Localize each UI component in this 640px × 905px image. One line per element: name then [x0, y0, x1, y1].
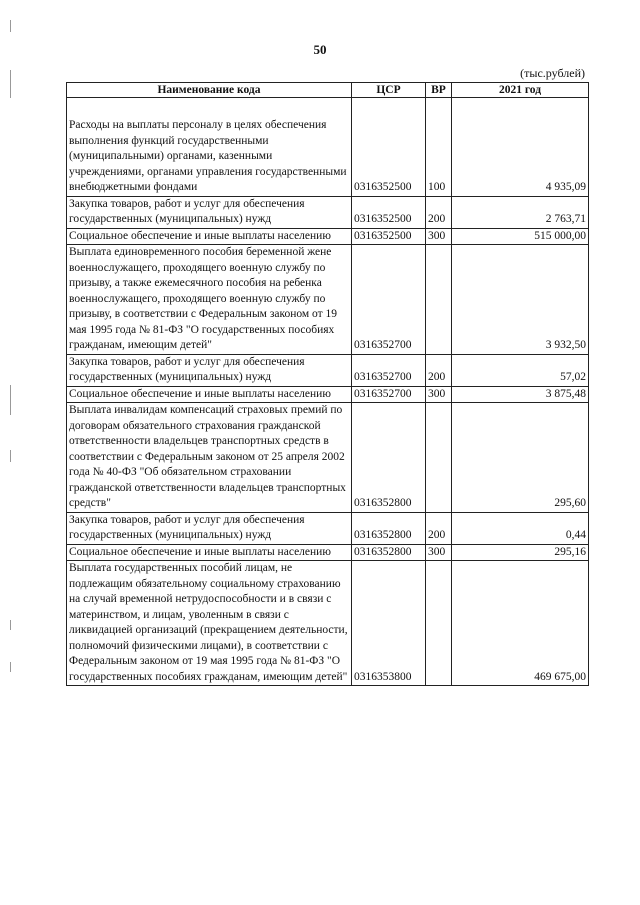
row-vr [426, 245, 452, 355]
row-amount: 515 000,00 [452, 228, 589, 245]
row-amount: 295,60 [452, 403, 589, 513]
row-name: Социальное обеспечение и иные выплаты населению [67, 228, 352, 245]
table-row [67, 196, 589, 228]
row-vr: 100 [426, 98, 452, 197]
row-csr: 0316352500 [352, 196, 426, 228]
row-csr: 0316352700 [352, 386, 426, 403]
table-row [67, 354, 589, 386]
header-vr: ВР [426, 83, 452, 98]
budget-table [66, 82, 589, 686]
row-name: Выплата единовременного пособия беременной жене военнослужащего, проходящего военную службу по призыву, а также ежемесячного пособия на ребенка военнослужащего, проходящего военную службу по призыву, в соответствии с Федеральным законом от 19 мая 1995 года № 81-ФЗ "О государственных пособиях гражданам, имеющим детей" [67, 245, 352, 355]
table-row [67, 245, 589, 355]
header-name: Наименование кода [67, 83, 352, 98]
row-name: Выплата государственных пособий лицам, не подлежащим обязательному социальному страхованию на случай временной нетрудоспособности и в связи с материнством, и лицам, уволенным в связи с ликвидацией организаций (прекращением деятельности, полномочий физическими лицами), в соответствии с Федеральным законом от 19 мая 1995 года № 81-ФЗ "О государственных пособиях гражданам, имеющим детей" [67, 561, 352, 686]
row-vr: 300 [426, 386, 452, 403]
row-vr: 200 [426, 196, 452, 228]
row-amount: 0,44 [452, 512, 589, 544]
row-name: Закупка товаров, работ и услуг для обеспечения государственных (муниципальных) нужд [67, 512, 352, 544]
row-name: Выплата инвалидам компенсаций страховых премий по договорам обязательного страхования гражданской ответственности владельцев транспортных средств в соответствии с Федеральным законом от 25 апреля 2002 года № 40-ФЗ "Об обязательном страховании гражданской ответственности владельцев транспортных средств" [67, 403, 352, 513]
units-label: (тыс.рублей) [520, 66, 585, 80]
row-csr: 0316352500 [352, 98, 426, 197]
row-csr: 0316352800 [352, 403, 426, 513]
row-csr: 0316352700 [352, 354, 426, 386]
row-name: Закупка товаров, работ и услуг для обеспечения государственных (муниципальных) нужд [67, 354, 352, 386]
row-amount: 4 935,09 [452, 98, 589, 197]
page-number: 50 [313, 42, 327, 57]
row-csr: 0316352800 [352, 544, 426, 561]
row-vr: 200 [426, 354, 452, 386]
row-amount: 57,02 [452, 354, 589, 386]
table-row [67, 561, 589, 686]
row-amount: 295,16 [452, 544, 589, 561]
row-csr: 0316352800 [352, 512, 426, 544]
row-amount: 3 932,50 [452, 245, 589, 355]
table-row [67, 544, 589, 561]
row-name: Закупка товаров, работ и услуг для обеспечения государственных (муниципальных) нужд [67, 196, 352, 228]
table-header-row [67, 83, 589, 98]
row-vr: 300 [426, 544, 452, 561]
row-vr: 300 [426, 228, 452, 245]
row-csr: 0316352700 [352, 245, 426, 355]
row-vr [426, 403, 452, 513]
row-amount: 2 763,71 [452, 196, 589, 228]
row-name: Социальное обеспечение и иные выплаты населению [67, 544, 352, 561]
table-row [67, 512, 589, 544]
row-csr: 0316353800 [352, 561, 426, 686]
table-row [67, 386, 589, 403]
row-amount: 3 875,48 [452, 386, 589, 403]
row-vr: 200 [426, 512, 452, 544]
row-name: Социальное обеспечение и иные выплаты населению [67, 386, 352, 403]
header-csr: ЦСР [352, 83, 426, 98]
row-amount: 469 675,00 [452, 561, 589, 686]
row-csr: 0316352500 [352, 228, 426, 245]
row-vr [426, 561, 452, 686]
table-row [67, 403, 589, 513]
row-name: Расходы на выплаты персоналу в целях обеспечения выполнения функций государственными (муниципальными) органами, казенными учреждениями, органами управления государственными внебюджетными фондами [67, 98, 352, 197]
table-row [67, 98, 589, 197]
header-year: 2021 год [452, 83, 589, 98]
table-row [67, 228, 589, 245]
